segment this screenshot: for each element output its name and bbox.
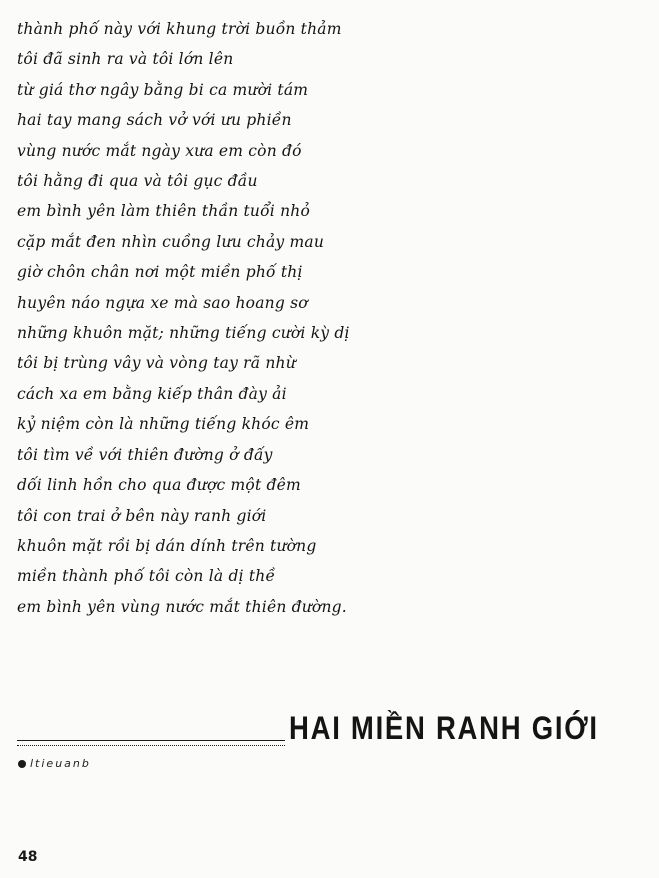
poem-line: kỷ niệm còn là những tiếng khóc êm [17,415,310,434]
poem-line: cách xa em bằng kiếp thân đày ải [17,384,287,403]
page-number: 48 [18,849,38,865]
bullet-icon [18,760,26,768]
poem-line: huyên náo ngựa xe mà sao hoang sơ [17,293,308,312]
poem-line: từ giá thơ ngây bằng bi ca mười tám [17,80,309,99]
poem-line: tôi hằng đi qua và tôi gục đầu [17,172,258,191]
poem-line: vùng nước mắt ngày xưa em còn đó [17,141,302,160]
poem-line: miền thành phố tôi còn là dị thề [17,567,276,586]
poem-line: em bình yên làm thiên thần tuổi nhỏ [17,202,310,221]
poem-line: em bình yên vùng nước mắt thiên đường. [17,597,347,616]
poem-line: tôi con trai ở bên này ranh giới [17,506,267,525]
poem-line: tôi bị trùng vây và vòng tay rã nhừ [17,354,296,373]
author-name: ltieuanb [30,757,91,770]
poem-line: thành phố này với khung trời buồn thảm [17,20,342,38]
poem-line: khuôn mặt rồi bị dán dính trên tường [17,536,317,555]
poem-line: hai tay mang sách vở với ưu phiền [17,111,292,130]
author-credit [18,757,91,770]
poem-line: tôi đã sinh ra và tôi lớn lên [17,50,234,69]
poem-line: tôi tìm về với thiên đường ở đấy [17,445,273,464]
title-rule [17,740,285,746]
title-row [17,712,647,752]
poem-title: HAI MIỀN RANH GIỚI [289,710,599,746]
poem-line: giờ chôn chân nơi một miền phố thị [17,263,303,282]
poem-line: những khuôn mặt; những tiếng cười kỳ dị [17,324,350,343]
poem-line: cặp mắt đen nhìn cuồng lưu chảy mau [17,232,325,251]
poem-line: dối linh hồn cho qua được một đêm [17,476,301,495]
poem-body [17,14,417,622]
